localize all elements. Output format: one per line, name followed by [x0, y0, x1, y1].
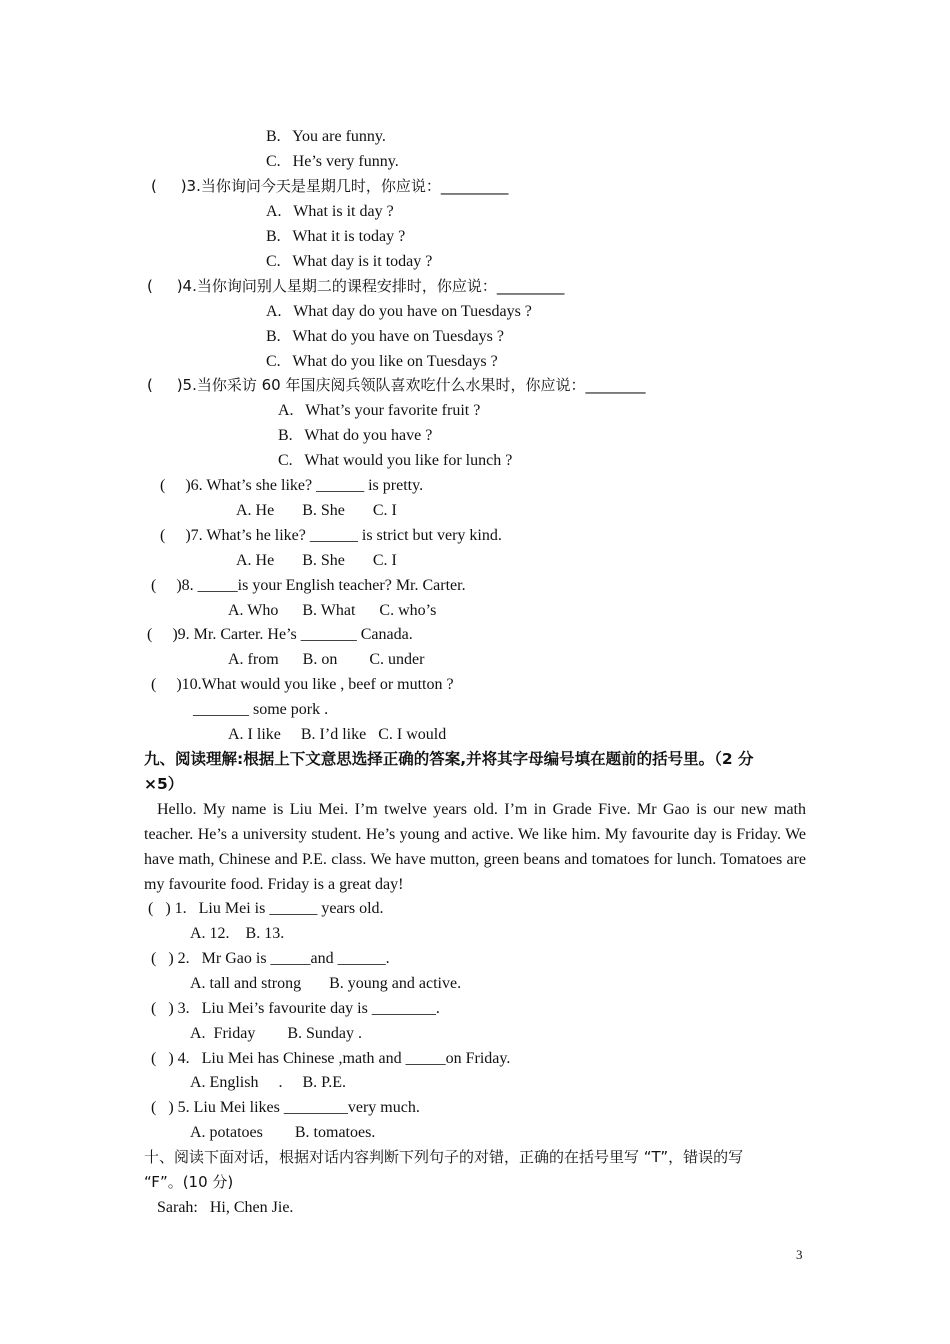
option-line: A. He B. She C. I: [236, 552, 397, 569]
option-line: A. What’s your favorite fruit ?: [278, 402, 481, 419]
reading-passage: Hello. My name is Liu Mei. I’m twelve years old. I’m in Grade Five. Mr Gao is our new math teacher. He’s a university student. He’s young and active. We like him. My favourite day is Friday. We have math, Chinese and P.E. class. We have mutton, green beans and tomatoes for lunch. Tomatoes are my favourite food. Friday is a great day!: [144, 801, 806, 893]
section-9-heading-cont: ×5）: [144, 775, 184, 793]
question-line: ( )7. What’s he like? ______ is strict but very kind.: [160, 527, 502, 544]
option-line: B. You are funny.: [266, 128, 386, 145]
option-line: A. He B. She C. I: [236, 502, 397, 519]
question-line: ( )10.What would you like , beef or mutton ?: [151, 676, 454, 693]
answer-line: _______ some pork .: [193, 701, 329, 718]
option-line: B. What do you have ?: [278, 427, 433, 444]
reading-options: A. potatoes B. tomatoes.: [190, 1124, 376, 1141]
dialog-line: Sarah: Hi, Chen Jie.: [157, 1199, 294, 1216]
section-10-heading: 十、阅读下面对话，根据对话内容判断下列句子的对错，正确的在括号里写 “T”，错误的写: [144, 1148, 744, 1166]
reading-question: ( ) 4. Liu Mei has Chinese ,math and _____on Friday.: [151, 1050, 511, 1067]
section-9-heading: 九、阅读理解:根据上下文意思选择正确的答案,并将其字母编号填在题前的括号里。（2 分: [144, 750, 754, 768]
reading-question: ( ) 3. Liu Mei’s favourite day is ________.: [151, 1000, 440, 1017]
reading-question: ( ) 1. Liu Mei is ______ years old.: [148, 900, 384, 917]
option-line: A. from B. on C. under: [228, 651, 425, 668]
option-line: A. What day do you have on Tuesdays ?: [266, 303, 532, 320]
question-line: ( )5.当你采访 60 年国庆阅兵领队喜欢吃什么水果时，你应说：________: [147, 376, 646, 394]
reading-options: A. 12. B. 13.: [190, 925, 285, 942]
question-line: ( )4.当你询问别人星期二的课程安排时，你应说：_________: [147, 277, 565, 295]
option-line: A. What is it day ?: [266, 203, 394, 220]
reading-options: A. tall and strong B. young and active.: [190, 975, 462, 992]
option-line: C. What would you like for lunch ?: [278, 452, 513, 469]
question-line: ( )3.当你询问今天是星期几时，你应说：_________: [151, 177, 509, 195]
reading-question: ( ) 5. Liu Mei likes ________very much.: [151, 1099, 420, 1116]
option-line: B. What it is today ?: [266, 228, 406, 245]
section-10-heading-cont: “F”。(10 分): [144, 1173, 234, 1191]
question-line: ( )8. _____is your English teacher? Mr. Carter.: [151, 577, 466, 594]
reading-options: A. Friday B. Sunday .: [190, 1025, 362, 1042]
option-line: A. I like B. I’d like C. I would: [228, 726, 447, 743]
option-line: C. He’s very funny.: [266, 153, 399, 170]
question-line: ( )6. What’s she like? ______ is pretty.: [160, 477, 424, 494]
option-line: B. What do you have on Tuesdays ?: [266, 328, 504, 345]
page-number: 3: [796, 1247, 803, 1262]
reading-options: A. English . B. P.E.: [190, 1074, 347, 1091]
question-line: ( )9. Mr. Carter. He’s _______ Canada.: [147, 626, 413, 643]
reading-question: ( ) 2. Mr Gao is _____and ______.: [151, 950, 390, 967]
option-line: C. What do you like on Tuesdays ?: [266, 353, 498, 370]
option-line: C. What day is it today ?: [266, 253, 433, 270]
option-line: A. Who B. What C. who’s: [228, 602, 437, 619]
